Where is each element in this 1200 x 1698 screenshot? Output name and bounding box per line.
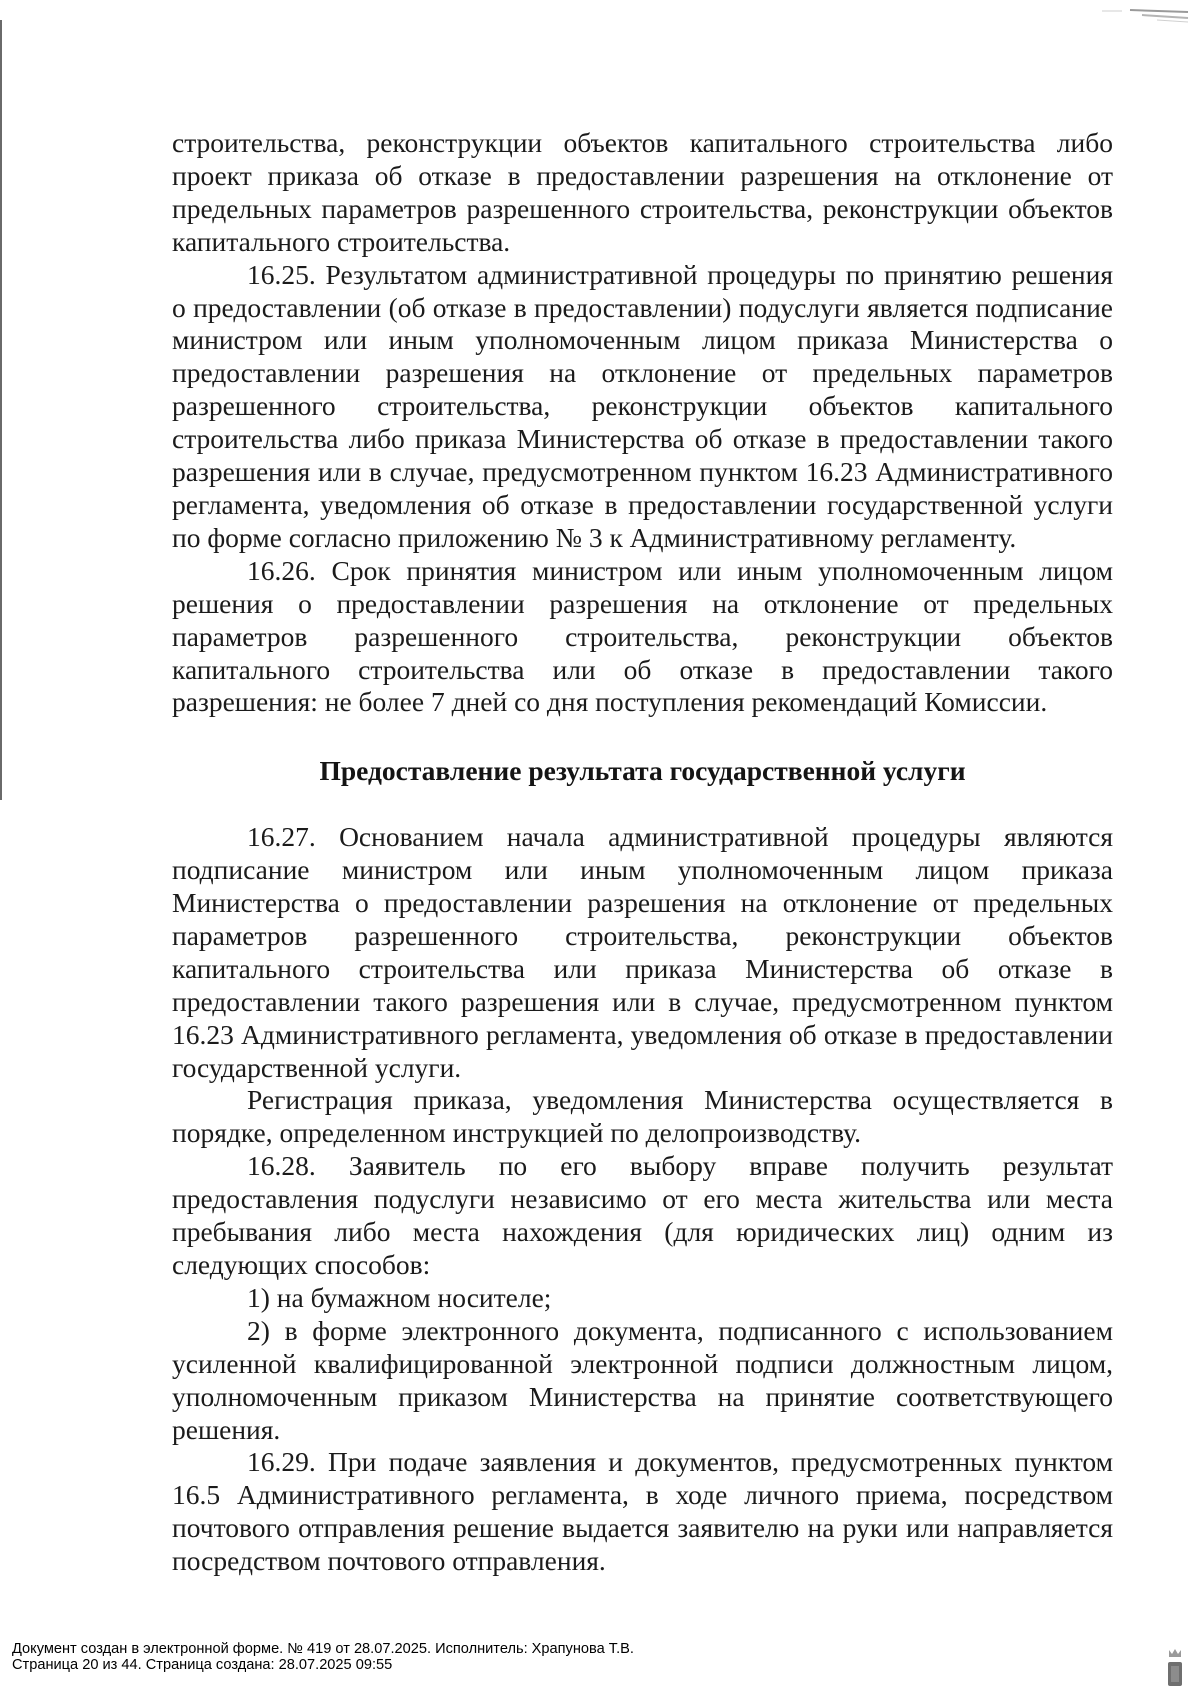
section-heading: Предоставление результата государственной услуги xyxy=(319,755,966,787)
paragraph-registration: Регистрация приказа, уведомления Министерства осуществляется в порядке, определенном инструкцией по делопроизводству. xyxy=(172,1084,1113,1149)
footer-line-page-info: Страница 20 из 44. Страница создана: 28.07.2025 09:55 xyxy=(12,1656,393,1673)
paragraph-16-27: 16.27. Основанием начала административной процедуры являются подписание министром или иным уполномоченным лицом приказа Министерства о предоставлении разрешения на отклонение от предельных параметров разрешенного строительства, реконструкции объектов капитального строительства или приказа Министерства об отказе в предоставлении такого разрешения или в случае, предусмотренном пунктом 16.23 Административного регламента, уведомления об отказе в предоставлении государственной услуги. xyxy=(172,821,1113,1083)
scan-artifact-icon xyxy=(1102,6,1190,24)
footer-line-document-info: Документ создан в электронной форме. № 419 от 28.07.2025. Исполнитель: Храпунова Т.В. xyxy=(12,1641,634,1657)
paragraph-continuation: строительства, реконструкции объектов капитального строительства либо проект приказа об отказе в предоставлении разрешения на отклонение от предельных параметров разрешенного строительства, реконструкции объектов капитального строительства. xyxy=(172,127,1113,257)
paragraph-16-28: 16.28. Заявитель по его выбору вправе получить результат предоставления подуслуги независимо от его места жительства или места пребывания либо места нахождения (для юридических лиц) одним из следующих способов: xyxy=(172,1150,1113,1280)
paragraph-16-25: 16.25. Результатом административной процедуры по принятию решения о предоставлении (об отказе в предоставлении) подуслуги является подписание министром или иным уполномоченным лицом приказа Министерства о предоставлении разрешения на отклонение от предельных параметров разрешенного строительства, реконструкции объектов капитального строительства либо приказа Министерства об отказе в предоставлении такого разрешения или в случае, предусмотренном пунктом 16.23 Административного регламента, уведомления об отказе в предоставлении государственной услуги по форме согласно приложению № 3 к Административному регламенту. xyxy=(172,258,1113,553)
document-body xyxy=(172,127,1113,1578)
document-footer xyxy=(12,1642,1112,1674)
paragraph-16-26: 16.26. Срок принятия министром или иным уполномоченным лицом решения о предоставлении разрешения на отклонение от предельных параметров разрешенного строительства, реконструкции объектов капитального строительства или об отказе в предоставлении такого разрешения: не более 7 дней со дня поступления рекомендаций Комиссии. xyxy=(172,554,1113,718)
coat-of-arms-icon xyxy=(1166,1648,1184,1688)
list-item-electronic: 2) в форме электронного документа, подписанного с использованием усиленной квалифицированной электронной подписи должностным лицом, уполномоченным приказом Министерства на принятие соответствующего решения. xyxy=(172,1314,1113,1445)
scan-left-edge xyxy=(0,20,2,800)
paragraph-16-29: 16.29. При подаче заявления и документов, предусмотренных пунктом 16.5 Административного регламента, в ходе личного приема, посредством почтового отправления решение выдается заявителю на руки или направляется посредством почтового отправления. xyxy=(172,1446,1113,1577)
list-item-paper: 1) на бумажном носителе; xyxy=(247,1281,552,1313)
